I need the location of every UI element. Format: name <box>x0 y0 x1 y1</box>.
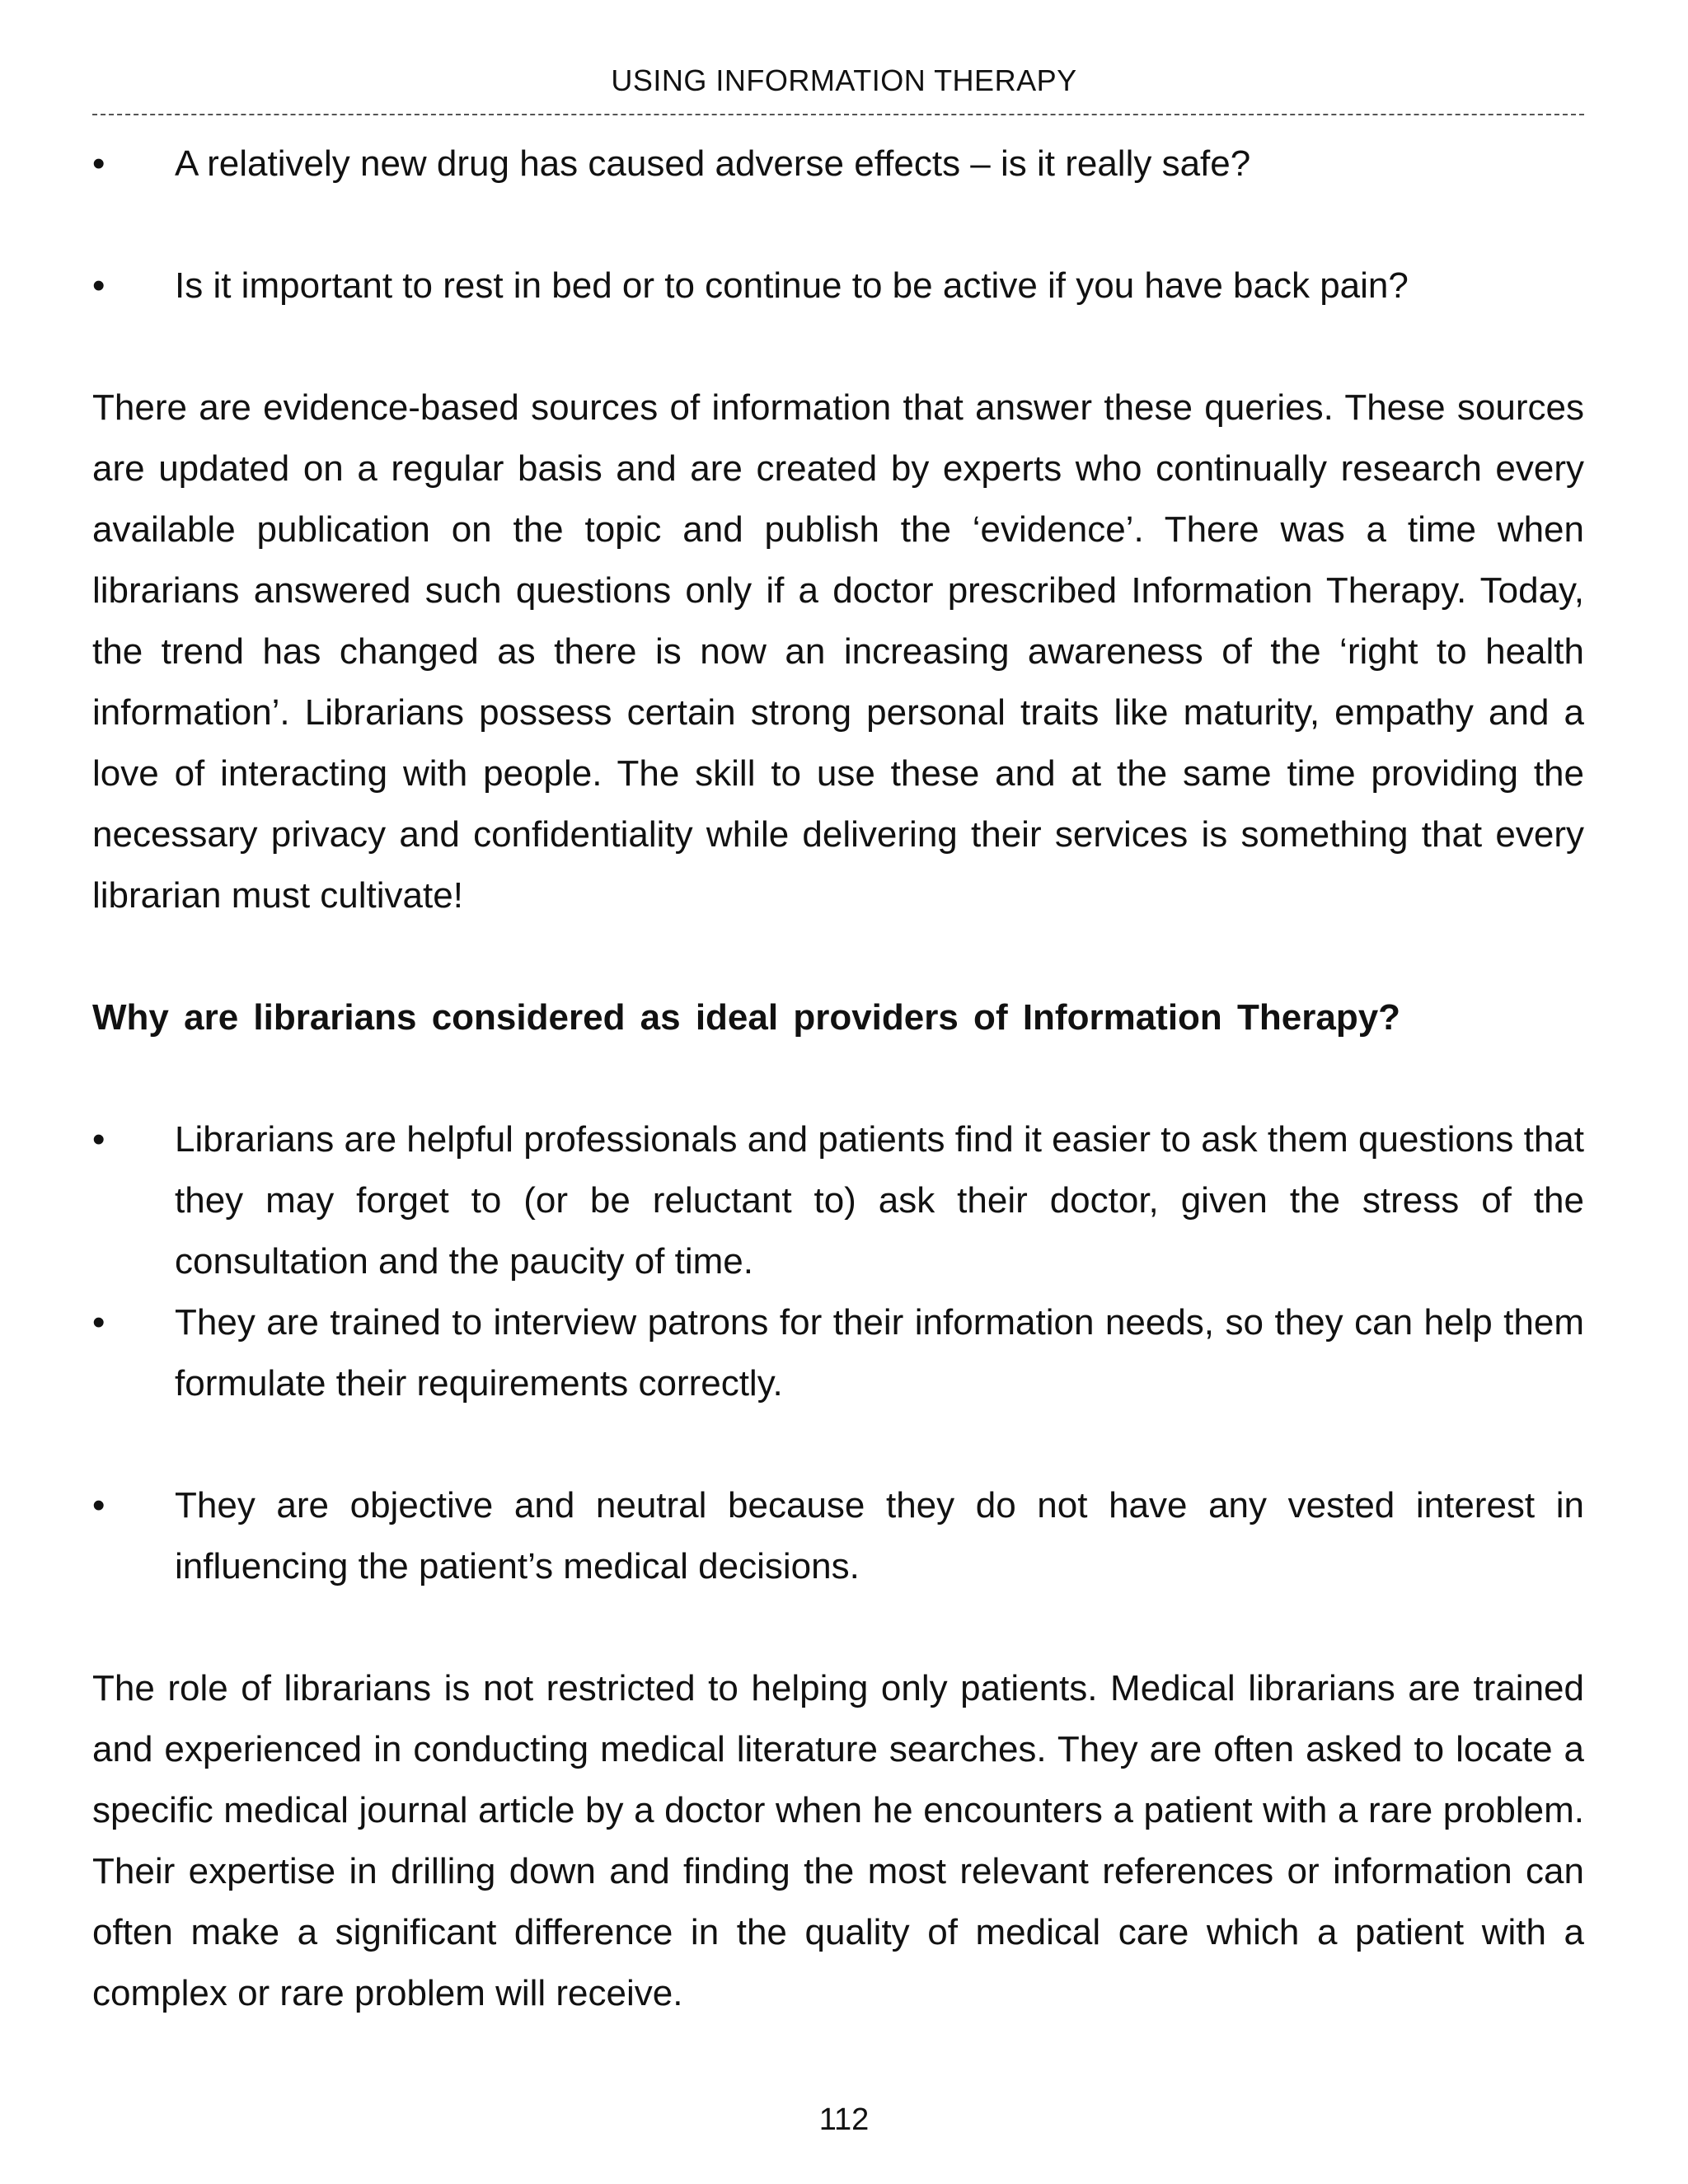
running-header: USING INFORMATION THERAPY <box>611 63 1077 97</box>
list-item-text: They are trained to interview patrons for their information needs, so they can help them formulate their requirements correctly. <box>175 1302 1584 1404</box>
page-number: 112 <box>818 2102 870 2137</box>
body-paragraph: The role of librarians is not restricted to helping only patients. Medical librarians are trained and experienced in conducting medical literature searches. They are often asked to locate a specific medical journal article by a doctor when he encounters a patient with a rare problem. Their expertise in drilling down and finding the most relevant references or information can often make a significant difference in the quality of medical care which a patient with a complex or rare problem will receive. <box>92 1668 1584 2013</box>
list-item-text: Librarians are helpful professionals and patients find it easier to ask them questions that they may forget to (or be reluctant to) ask their doctor, given the stress of the consultation and the paucity of time. <box>175 1119 1584 1282</box>
bullet-marker: • <box>92 1485 106 1526</box>
bullet-marker: • <box>92 1302 106 1343</box>
list-item <box>92 134 1584 194</box>
list-item-text: Is it important to rest in bed or to continue to be active if you have back pain? <box>175 265 1409 306</box>
list-item-text: They are objective and neutral because they do not have any vested interest in influencing the patient’s medical decisions. <box>175 1485 1584 1586</box>
section-heading: Why are librarians considered as ideal providers of Information Therapy? <box>92 997 1401 1038</box>
list-item <box>92 1109 1584 1292</box>
list-item <box>92 1292 1584 1414</box>
body-paragraph: There are evidence-based sources of information that answer these queries. These sources are updated on a regular basis and are created by experts who continually research every available publication on the topic and publish the ‘evidence’. There was a time when librarians answered such questions only if a doctor prescribed Information Therapy. Today, the trend has changed as there is now an increasing awareness of the ‘right to health information’. Librarians possess certain strong personal traits like maturity, empathy and a love of interacting with people. The skill to use these and at the same time providing the necessary privacy and confidentiality while delivering their services is something that every librarian must cultivate! <box>92 387 1584 916</box>
bullet-marker: • <box>92 265 106 306</box>
list-item <box>92 1475 1584 1597</box>
bullet-marker: • <box>92 143 106 184</box>
page-body <box>92 134 1584 2024</box>
list-item-text: A relatively new drug has caused adverse effects – is it really safe? <box>175 143 1251 184</box>
list-item <box>92 255 1584 316</box>
bullet-marker: • <box>92 1119 106 1160</box>
header-divider <box>92 114 1584 115</box>
